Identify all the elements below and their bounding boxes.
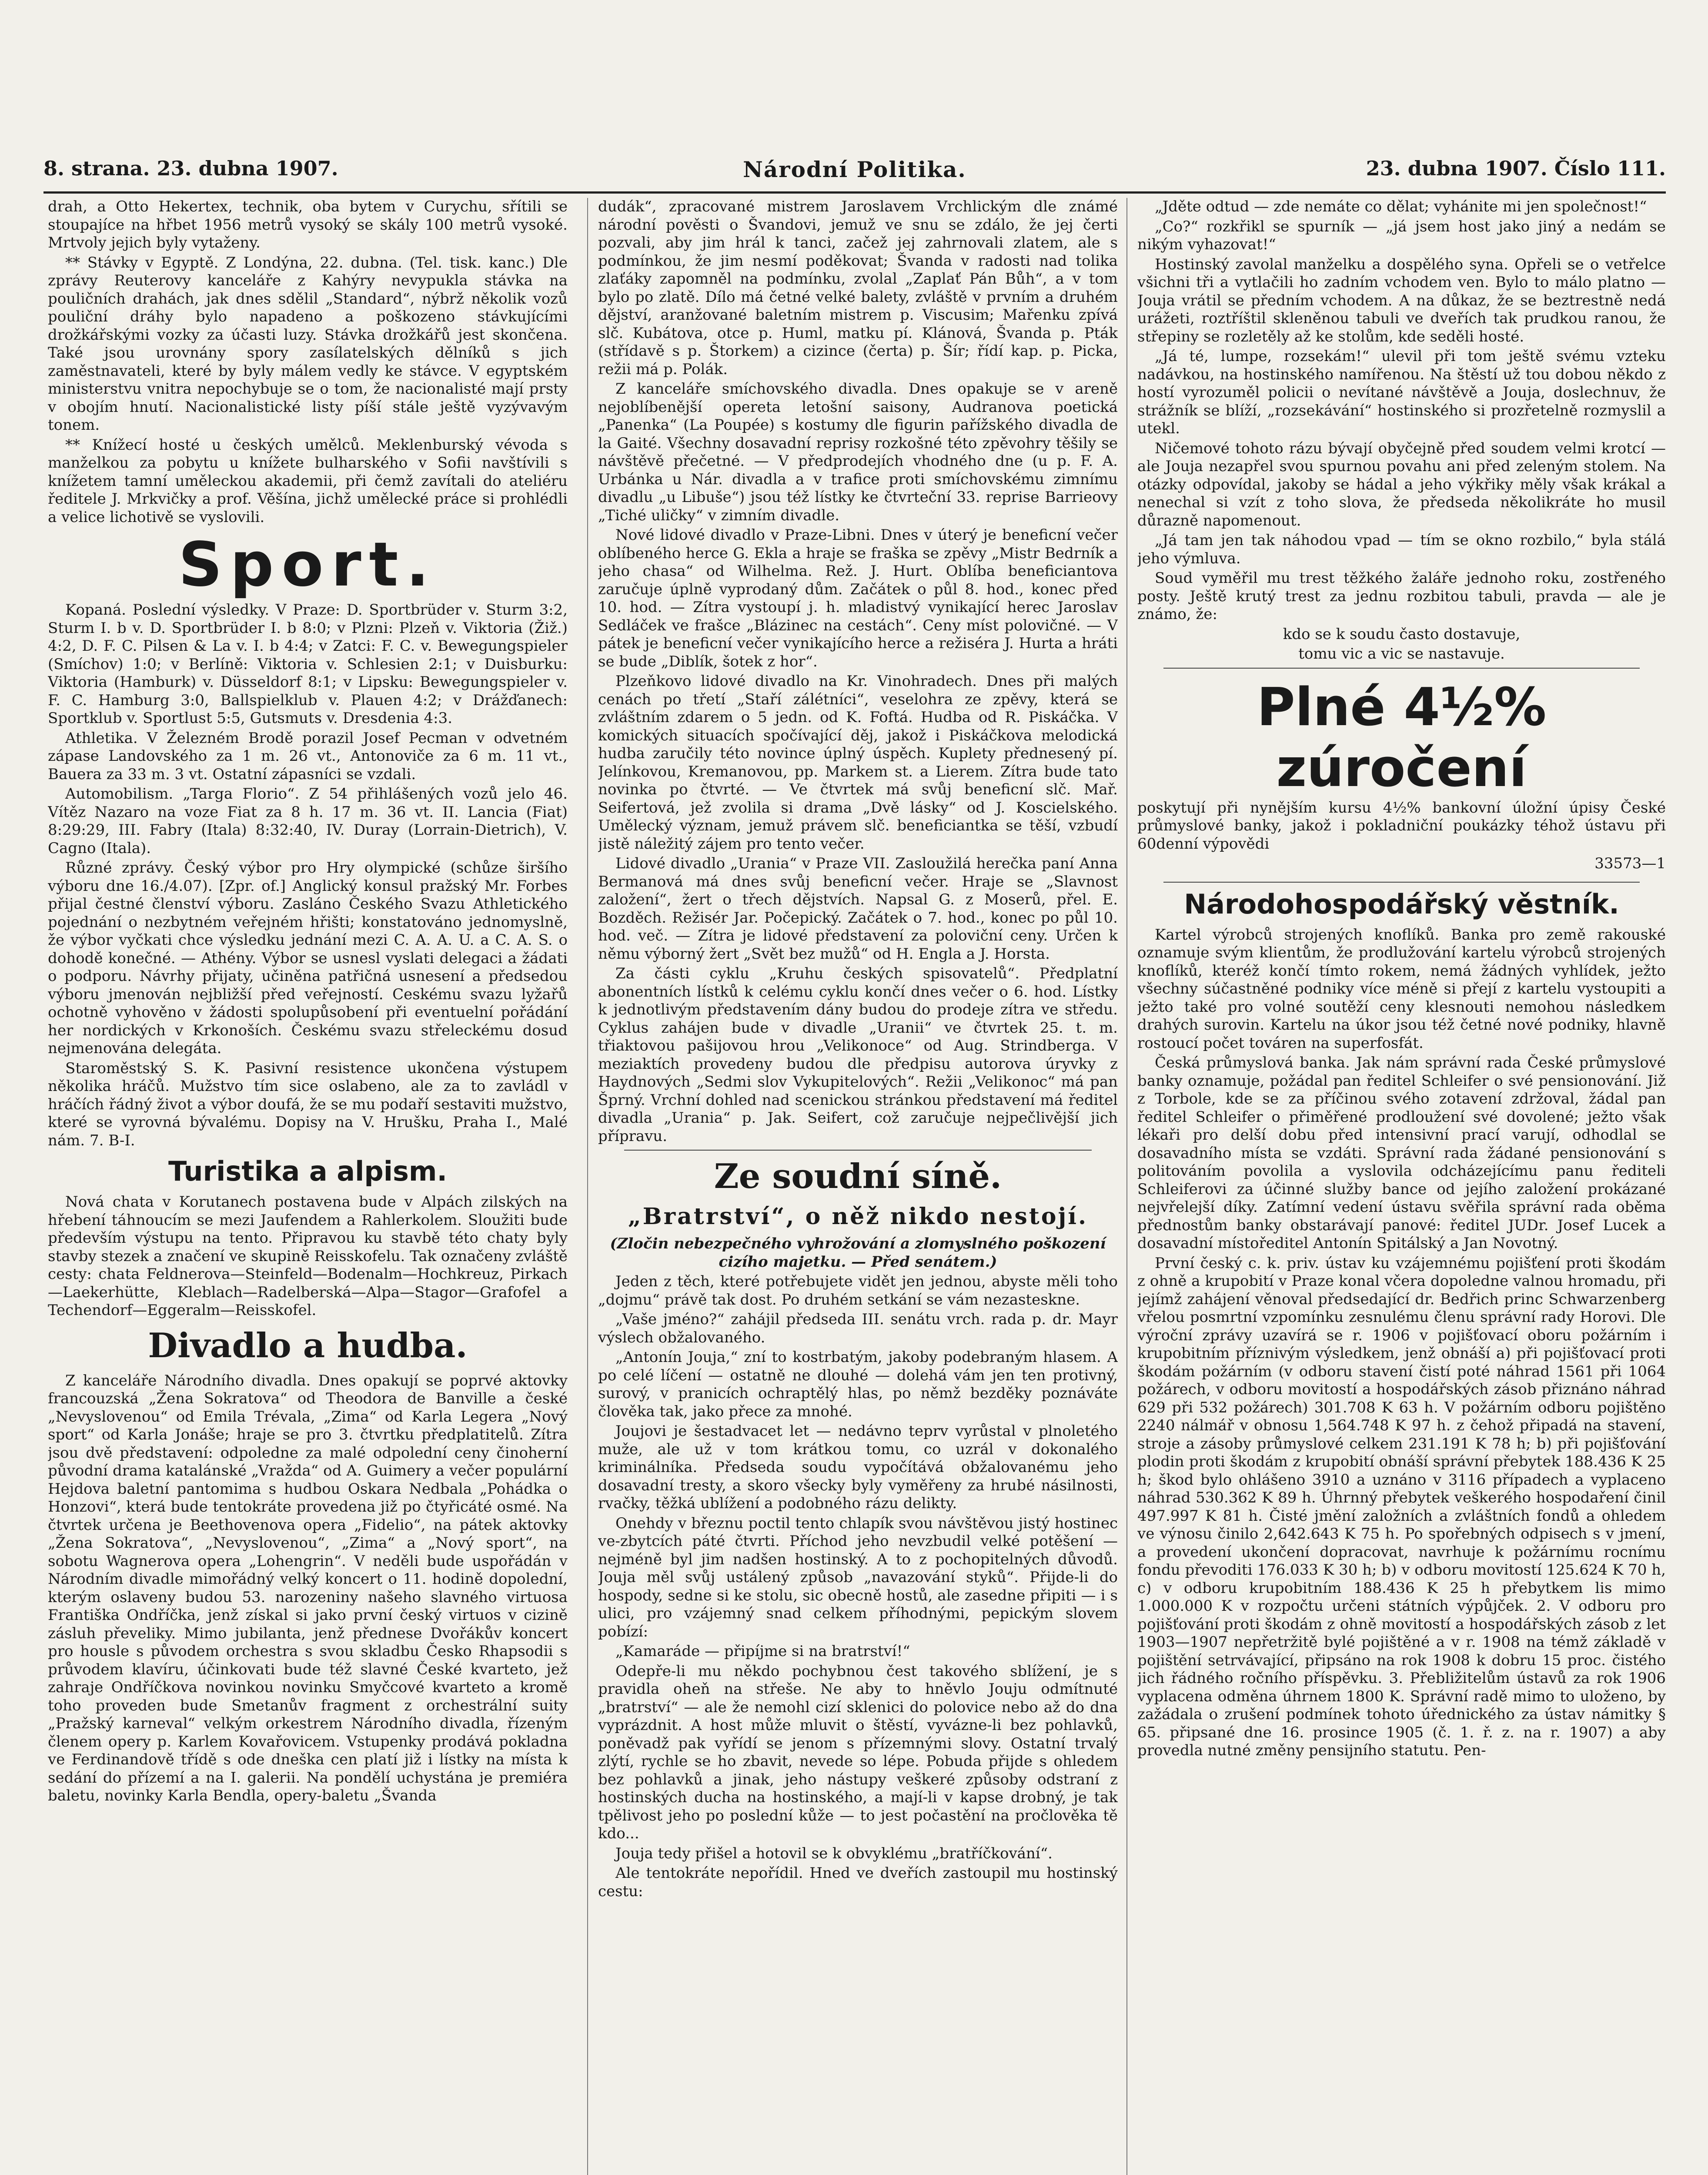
- section-divider: [1163, 882, 1640, 883]
- article-paragraph: Odepře-li mu někdo pochybnou čest takového sblížení, je s pravidla oheň na střeše. Ne aby to hněvlo Jouju odmítnuté „bratrství“ — ale že nemohl cizí sklenici do polovice nebo až do dna vyprázdnit. A host může mluvit o štěstí, vyvázne-li bez pohlavků, poněvadž pak vyřídí se jenom s přízemnými slovy. Ostatní trvalý zlýtí, rychle se ho zbavit, nevede so lépe. Pobuda přijde s ohledem bez pohlavků a jinak, jeho nástupy veškeré způsoby odstraní z hostinských ducha na hostinského, a mají-li v kapse drobný, je tak tpělivost jeho po poslední kůže — to jest počastění na pročlověka tě kdo...: [598, 1662, 1118, 1842]
- article-paragraph: „Kamaráde — připíjme si na bratrství!“: [615, 1643, 910, 1660]
- article-paragraph: Jouja tedy přišel a hotovil se k obvyklému „bratříčkování“.: [615, 1844, 1053, 1862]
- ad-text: poskytují při nynějším kursu 4½% bankovní úložní úpisy České průmyslové banky, jakož i pokladniční poukázky téhož ústavu při 60denní výpovědi: [1137, 799, 1666, 853]
- article-paragraph: drah, a Otto Hekertex, technik, oba bytem v Curychu, sřítili se stoupajíce na hřbet 1956 metrů vysoký se skály 100 metrů vysoké. Mrtvoly jejich byly vytaženy.: [48, 198, 568, 251]
- article-paragraph: Kopaná. Poslední výsledky. V Praze: D. Sportbrüder v. Sturm 3:2, Sturm I. b v. D. Sportbrüder I. b 8:0; v Plzni: Plzeň v. Viktoria (Žiž.) 4:2, D. F. C. Pilsen & La v. I. b 4:4; v Zatci: F. C. v. Bewegungspieler (Smíchov) 1:0; v Berlíně: Viktoria v. Schlesien 2:1; v Duisburku: Viktoria (Hamburk) v. Düsseldorf 8:1; v Lipsku: Bewegungspieler v. F. C. Hamburg 3:0, Ballspielklub v. Plauen 4:2; v Drážďanech: Sportklub v. Sportlust 5:5, Gutsmuts v. Dresdenia 4:3.: [48, 601, 568, 727]
- article-paragraph: „Já té, lumpe, rozsekám!“ ulevil při tom ještě svému vzteku nadávkou, na hostinského namířenou. Na štěstí už tou dobou někdo z hostí vyrozuměl policii o nevítané návštěvě a Jouja, doslechnuv, že strážník se blíží, „rozsekávání“ hostinského si prozřetelně rozmyslil a utekl.: [1137, 348, 1666, 437]
- article-paragraph: „Jděte odtud — zde nemáte co dělat; vyhánite mi jen společnost!“: [1155, 198, 1647, 215]
- article-paragraph: Onehdy v březnu poctil tento chlapík svou návštěvou jistý hostinec ve-zbytcích páté čtvrti. Příchod jeho nevzbudil velké potěšení — nejméně byl jim nadšen hostinský. A to z pochopitelných důvodů. Jouja měl svůj ustálený způsob „navazování styků“. Přijde-li do hospody, sedne si ke stolu, sic obecně hostů, ale zasedne připiti — i s ulici, pro vzájemný snad celkem příhodnými, pepickým slovem pobízí:: [598, 1514, 1118, 1640]
- column-3: [1137, 198, 1666, 2175]
- section-heading-soud: Ze soudní síně.: [714, 1157, 1002, 1196]
- article-paragraph: Joujovi je šestadvacet let — nedávno teprv vyrůstal v plnoletého muže, ale už v tom krátkou tomu, co uzrál v dokonalého kriminálníka. Předseda soudu vypočítává obžalovanému jeho dosavadní tresty, a skoro všecky byly vyměřeny za hrubé násilnosti, rvačky, těžká ublížení a podobného rázu delikty.: [598, 1422, 1118, 1512]
- verse-line: tomu vic a vic se nastavuje.: [1298, 645, 1505, 663]
- advertisement: [1137, 677, 1666, 873]
- article-paragraph: Automobilism. „Targa Florio“. Z 54 přihlášených vozů jelo 46. Vítěz Nazaro na voze Fiat za 8 h. 17 m. 36 vt. II. Lancia (Fiat) 8:29:29, III. Fabry (Itala) 8:32:40, IV. Duray (Lorrain-Dietrich), V. Cagno (Itala).: [48, 785, 568, 857]
- section-heading-vestnik: Národohospodářský věstník.: [1184, 888, 1619, 920]
- article-paragraph: Plzeňkovo lidové divadlo na Kr. Vinohradech. Dnes při malých cenách po třetí „Staří zálétníci“, veselohra ze zpěvy, která se zvláštním zdarem o 5 jedn. od K. Foftá. Hudba od R. Piskáčka. V komických situacích spočívající děj, jakož i Piskáčkova melodická hudba zaručily této novince úplný úspěch. Kuplety přednesený pí. Jelínkovou, Kremanovou, pp. Markem st. a Lierem. Zítra bude tato novinka po čtvrté. — Ve čtvrtek má svůj beneficní slč. Mař. Seifertová, jež zvolila si drama „Dvě lásky“ od J. Koscielského. Umělecký význam, jemuž právem slč. beneficiantka se těší, vzbudí jistě náležitý zájem pro tento večer.: [598, 673, 1118, 853]
- header-page-date: 8. strana. 23. dubna 1907.: [43, 157, 338, 180]
- section-divider: [624, 1150, 1092, 1151]
- ad-headline: Plné 4½% zúročení: [1257, 677, 1547, 799]
- article-paragraph: Za části cyklu „Kruhu českých spisovatelů“. Předplatní abonentních lístků k celému cyklu končí dnes večer o 6. hod. Lístky k jednotlivým představením dány budou do prodeje zítra ve středu. Cyklus zahájen bude v divadle „Uranii“ ve čtvrtek 25. t. m. třiaktovou pašijovou hrou „Velikonoce“ od Aug. Strindberga. V meziaktích provedeny budou dle předpisu autorova úryvky z Haydnových „Sedmi slov Vykupitelových“. Režii „Velikonoc“ má pan Šprný. Vrchní dohled nad scenickou stránkou představení má ředitel divadla „Urania“ p. Jak. Seifert, což zaručuje nejpečlivější jich přípravu.: [598, 965, 1118, 1145]
- article-paragraph: „Antonín Jouja,“ zní to kostrbatým, jakoby podebraným hlasem. A po celé líčení — ostatně ne dlouhé — dolehá vám jen ten protivný, surový, v pranicích ochraptělý hlas, po němž bezděky poznáváte člověka tak, jako přece za mnohé.: [598, 1348, 1118, 1420]
- article-paragraph: Staroměstský S. K. Pasivní resistence ukončena výstupem několika hráčů. Mužstvo tím sice oslabeno, ale za to zavládl v hráčích řádný život a výbor doufá, že se mu podaří sestaviti mužstvo, které se vyrovná bývalému. Dopisy na V. Hrušku, Praha I., Malé nám. 7. B-I.: [48, 1059, 568, 1149]
- section-heading-sport: Sport.: [178, 529, 437, 600]
- article-paragraph: „Co?“ rozkřikl se spurník — „já jsem host jako jiný a nedám se nikým vyhazovat!“: [1137, 218, 1666, 253]
- page-header: [43, 157, 1666, 187]
- article-paragraph: dudák“, zpracované mistrem Jaroslavem Vrchlickým dle známé národní pověsti o Švandovi, jemuž ve snu se zdálo, že jej čerti pozvali, aby jim hrál k tanci, začež jej zahrnovali zlatem, ale s podmínkou, že jim nesmí poděkovat; Švanda v radosti nad tolika zlaťáky zapomněl na podmínku, zvolal „Zaplať Pán Bůh“, a v tom bylo po zlatě. Dílo má četné velké balety, zvláště v prvním a druhém dějství, aranžované baletním mistrem p. Viscusim; Mařenku zpívá slč. Kubátova, otce p. Huml, matku pí. Klánová, Švanda p. Pták (střídavě s p. Štorkem) a cizince (čerta) p. Šír; řídí kap. p. Picka, režii má p. Polák.: [598, 198, 1118, 378]
- article-paragraph: Česká průmyslová banka. Jak nám správní rada České průmyslové banky oznamuje, požádal pan ředitel Schleifer o své pensionování. Již z Torbole, kde se za příčinou svého zotavení zdržoval, žádal pan ředitel Schleifer o přiměřené prodloužení své dovolené; ježto však lékaři pro delší dobu před intensivní prací varují, odhodlal se dosavadního místa se vzdáti. Správní rada žádané pensionování s politováním povolila a vyslovila odcházejícímu panu řediteli Schleiferovi za účinné služby bance od jejího založení prokázané nejvřelejší díky. Zatímní vedení ústavu svěřila správní rada oběma přednostům banky obstarávají panové: ředitel JUDr. Josef Lucek a dosavadní místoředitel Antonín Spitálský a Jan Novotný.: [1137, 1054, 1666, 1252]
- masthead-title: Národní Politika.: [743, 157, 966, 182]
- article-paragraph: Nová chata v Korutanech postavena bude v Alpách zilských na hřebení táhnoucím se mezi Jaufendem a Rahlerkolem. Sloužiti bude především výstupu na tento. Připravou ku stavbě této chaty byly stavby stezek a značení ve skupině Reisskofelu. Tak označeny zvláště cesty: chata Feldnerova—Steinfeld—Bodenalm—Hochkreuz, Pirkach—Laekerhütte, Kleblach—Radelberská—Alpa—Stagor—Grafofel a Techendorf—Eggeralm—Reisskofel.: [48, 1193, 568, 1319]
- article-paragraph: Jeden z těch, které potřebujete vidět jen jednou, abyste měli toho „dojmu“ právě tak dost. Po druhém setkání se vám nezasteskne.: [598, 1273, 1118, 1308]
- section-divider: [1163, 668, 1640, 669]
- article-paragraph: Lidové divadlo „Urania“ v Praze VII. Zasloužilá herečka paní Anna Bermanová má dnes svůj beneficní večer. Hraje se „Slavnost založení“, žert o třech dějstvích. Napsal G. z Moserů, přel. E. Bozděch. Režisér Jar. Počepický. Začátek o 7. hod., konec po půl 10. hod. več. — Zítra je lidové představení za poloviční ceny. Určen k němu výborný žert „Svět bez mužů“ od H. Engla a J. Horsta.: [598, 855, 1118, 963]
- article-paragraph: Ale tentokráte nepořídil. Hned ve dveřích zastoupil mu hostinský cestu:: [598, 1864, 1118, 1900]
- article-title: „Bratrství“, o něž nikdo nestojí.: [628, 1203, 1088, 1230]
- article-paragraph: „Já tam jen tak náhodou vpad — tím se okno rozbilo,“ byla stálá jeho výmluva.: [1137, 532, 1666, 567]
- article-paragraph: Z kanceláře smíchovského divadla. Dnes opakuje se v areně nejoblíbenější opereta letošní saisony, Audranova poetická „Panenka“ (La Poupée) s kostumy dle figurin pařížského divadla de la Gaité. Všechny dosavadní reprisy rozkošné této zpěvohry těšily se návštěvě přečetné. — V předprodejích vhodného dne (u p. F. A. Urbánka u Nár. divadla a v trafice proti smíchovskému zimnímu divadlu „u Libuše“) jsou též lístky ke čtvrteční 33. reprise Barrieovy „Tiché uličky“ v zimním divadle.: [598, 380, 1118, 524]
- column-divider: [587, 198, 588, 2175]
- article-paragraph: Nové lidové divadlo v Praze-Libni. Dnes v úterý je beneficní večer oblíbeného herce G. Ekla a hraje se fraška se zpěvy „Mistr Bedrník a jeho chasa“ od Wilhelma. Rež. J. Hurt. Oblíba beneficiantova zaručuje úplně vyprodaný dům. Začátek o půl 8. hod., konec před 10. hod. — Zítra vystoupí j. h. mladistvý vynikající herec Jaroslav Sedláček ve frašce „Blázinec na cestách“. Ceny míst polovičné. — V pátek je beneficní večer vynikajícího herce a režiséra J. Hurta a hráti se bude „Diblík, šotek z hor“.: [598, 526, 1118, 670]
- article-paragraph: Athletika. V Železném Brodě porazil Josef Pecman v odvetném zápase Landovského za 1 m. 26 vt., Antonoviče za 6 m. 11 vt., Bauera za 33 m. 3 vt. Ostatní zápasníci se vzdali.: [48, 729, 568, 783]
- section-heading-divadlo: Divadlo a hudba.: [148, 1325, 468, 1365]
- header-issue-number: 23. dubna 1907. Číslo 111.: [1366, 157, 1666, 180]
- section-heading-turistika: Turistika a alpism.: [168, 1155, 448, 1187]
- column-divider: [1126, 198, 1127, 2175]
- article-paragraph: Různé zprávy. Český výbor pro Hry olympické (schůze širšího výboru dne 16./4.07). [Zpr. of.] Anglický konsul pražský Mr. Forbes přijal čestné členství výboru. Zasláno Českého Svazu Athletického pojednání o nezbytném veřejném hřišti; konstatováno jednomyslně, že výbor vyčkati chce výsledku jednání mezi C. A. A. U. a C. A. S. o dohodě konečné. — Athény. Výbor se usnesl vyslati delegaci a žádati o podporu. Návrhy přijaty, učiněna patřičná usnesení a předsedou výboru jmenován nejbližší před veřejností. Ceskému svazu lyžařů ochotně vyhověno v žádosti spolupůsobení při eventuelní pořádání her nordických v Krkonoších. Českému svazu střeleckému dosud nejmenována delegáta.: [48, 859, 568, 1057]
- header-rule: [43, 191, 1666, 194]
- article-paragraph: Z kanceláře Národního divadla. Dnes opakují se poprvé aktovky francouzská „Žena Sokratova“ od Theodora de Banville a české „Nevyslovenou“ od Emila Trévala, „Zima“ od Karla Legera „Nový sport“ od Karla Jonáše; hraje se pro 3. čtvrtku předplatitelů. Zítra jsou dvě představení: odpoledne za malé odpolední ceny činoherní původní drama katalánské „Vražda“ od A. Guimery a večer populární Hejdova baletní pantomima s hudbou Oskara Nedbala „Pohádka o Honzovi“, která bude tentokráte provedena již po čtyřicáté osmé. Na čtvrtek určena je Beethovenova opera „Fidelio“, na pátek aktovky „Žena Sokratova“, „Nevyslovenou“, „Zima“ a „Nový sport“, na sobotu Wagnerova opera „Lohengrin“. V neděli bude uspořádán v Národním divadle mimořádný velký koncert o 11. hodině dopolední, kterým oslaveny budou 53. narozeniny našeho slavného virtuosa Františka Ondříčka, jenž získal si jako první český virtuos v cizině zásluh převeliky. Mimo jubilanta, jenž přednese Dvořákův koncert pro housle s původem orchestra s svou skladbu Česko Rhapsodii s průvodem klavíru, účinkovati bude též slavné České kvarteto, jež zahraje Ondříčkova novinkou novinku Smyčcové kvarteto a kromě toho proveden bude Smetanův fragment z orchestrální suity „Pražský karneval“ velkým orkestrem Národního divadla, řízeným členem opery p. Karlem Kovařovicem. Vstupenky prodává pokladna ve Ferdinandově třídě s ode dneška cen platí již i lístky na místa k sedání do přízemí a na I. galerii. Na pondělí uchystána je premiéra baletu, novinky Karla Bendla, opery-baletu „Švanda: [48, 1372, 568, 1804]
- article-paragraph: ** Stávky v Egyptě. Z Londýna, 22. dubna. (Tel. tisk. kanc.) Dle zprávy Reuterovy kanceláře z Kahýry nevypukla stávka na pouličních drahách, jak dnes sdělil „Standard“, nýbrž několik vozů pouliční dráhy bylo napadeno a poškozeno stávkujícími drožkářskými vozky za účasti luzy. Stávka drožkářů jest skončena. Také jsou urovnány spory zasílatelských dělníků s jich zaměstnavateli, které by byly málem vedly ke stávce. V egyptském ministerstvu vnitra nepochybuje se o tom, že nacionalisté mají prsty v obojím hnutí. Nacionalistické listy píší stále ještě vyzývavým tonem.: [48, 254, 568, 434]
- column-2: [598, 198, 1118, 2175]
- article-paragraph: Hostinský zavolal manželku a dospělého syna. Opřeli se o vetřelce všichni tři a vytlačili ho zadním vchodem ven. Bylo to málo platno — Jouja vrátil se předním vchodem. A na důkaz, že se beztrestně nedá urážeti, roztříštil skleněnou tabuli ve dveřích tak prudkou ranou, že střepiny se rozletěly až ke stolům, kde seděli hosté.: [1137, 255, 1666, 345]
- article-paragraph: Kartel výrobců strojených knoflíků. Banka pro země rakouské oznamuje svým klientům, že prodlužování kartelu výrobců strojených knoflíků, kteréž končí tímto rokem, nemá žádných vyhlídek, ježto všechny súčastněné podniky více méně si přejí z kartelu vystoupiti a ježto také pro volné soutěží ceny klesnouti nemohou následkem drahých surovin. Kartelu na úkor jsou též četné nové podniky, hlavně rostoucí počet továren na superfosfát.: [1137, 926, 1666, 1052]
- article-paragraph: První český c. k. priv. ústav ku vzájemnému pojišťení proti škodám z ohně a krupobití v Praze konal včera dopoledne valnou hromadu, při jejímž zahájení věnoval předsedající dr. Bedřich princ Schwarzenberg vřelou posmrtní vzpomínku zesnulému členu správní rady Horovi. Dle výroční zprávy uzavírá se r. 1906 v pojišťovací oboru požárním i krupobitním příznivým výsledkem, jenž obnáší a) při pojišťovací proti škodám požárním (v odboru stavení čistí poté náhrad 1561 při 1064 požárech, v odboru movitostí a hospodářských zásob přiznáno náhrad 629 při 532 požárech) 301.708 K 63 h. V požárním odboru pojištěno 2240 nálmář v obnosu 1,564.748 K 97 h. z čehož připadá na stavení, stroje a zásoby průmyslové celkem 231.191 K 78 h; b) při pojišťování plodin proti škodám z krupobití obnáší správní přebytek 188.436 K 25 h; škod bylo ohlášeno 3910 a uznáno v 3116 případech a vyplaceno náhrad 530.362 K 89 h. Úhrnný přebytek veškerého hospodaření činil 497.997 K 81 h. Čisté jmění založních a zvláštních fondů a ohledem ve výnosu činilo 2,642.643 K 75 h. Po spořebných odpisech s v jmení, a provedení ukončení dopracovat, navrhuje k požárnímu rocnímu fondu převoditi 176.033 K 30 h; b) v odboru movitostí 125.624 K 70 h, c) v odboru krupobitním 188.436 K 25 h přebytkem lis mimo 1.000.000 K v rozpočtu určeni státních výpůjček. 2. V odboru pro pojišťování proti škodám z ohně movitostí a hospodářských zásob z let 1903—1907 nepřetržitě bylé pojištěné a v r. 1908 na témž základě v pojištění setrvávající, připsáno na rok 1908 k dobru 15 proc. čistého jich řádného ročního příspěvku. 3. Přebližitelům ústavů za rok 1906 vyplacena odměna úhrnem 1800 K. Správní radě mimo to uloženo, by zažádala o zrušení podmínek tohoto úřednického za ústav námitky § 65. připsané dne 16. prosince 1905 (č. 1. ř. z. na r. 1907) a aby provedla nutné změny pensijního statutu. Pen-: [1137, 1254, 1666, 1759]
- article-subtitle: (Zločin nebezpečného vyhrožování a zlomyslného poškození cizího majetku. — Před senátem.): [610, 1235, 1106, 1271]
- article-paragraph: ** Knížecí hosté u českých umělců. Meklenburský vévoda s manželkou za pobytu u knížete bulharského v Sofii navštívili s knížetem tamní uměleckou akademii, při čemž zavítali do ateliéru ředitele J. Mrkvičky a prof. Věšína, jichž umělecké práce si prohlédli a velice lichotivě se vyslovili.: [48, 436, 568, 526]
- article-paragraph: Soud vyměřil mu trest těžkého žaláře jednoho roku, zostřeného posty. Ještě krutý trest za jednu rozbitou tabuli, pravda — ale je známo, že:: [1137, 569, 1666, 623]
- article-paragraph: „Vaše jméno?“ zahájil předseda III. senátu vrch. rada p. dr. Mayr výslech obžalovaného.: [598, 1311, 1118, 1346]
- ad-number: 33573—1: [1594, 855, 1666, 872]
- article-paragraph: Ničemové tohoto rázu bývají obyčejně před soudem velmi krotcí — ale Jouja nezapřel svou spurnou povahu ani před zeleným stolem. Na otázky odpovídal, jakoby se hádal a jeho výkřiky měly však krákal a nenechal si vzít z toho slova, že předseda několikráte ho musil důrazně napomenout.: [1137, 439, 1666, 529]
- column-1: [48, 198, 568, 2175]
- verse-line: kdo se k soudu často dostavuje,: [1283, 625, 1521, 643]
